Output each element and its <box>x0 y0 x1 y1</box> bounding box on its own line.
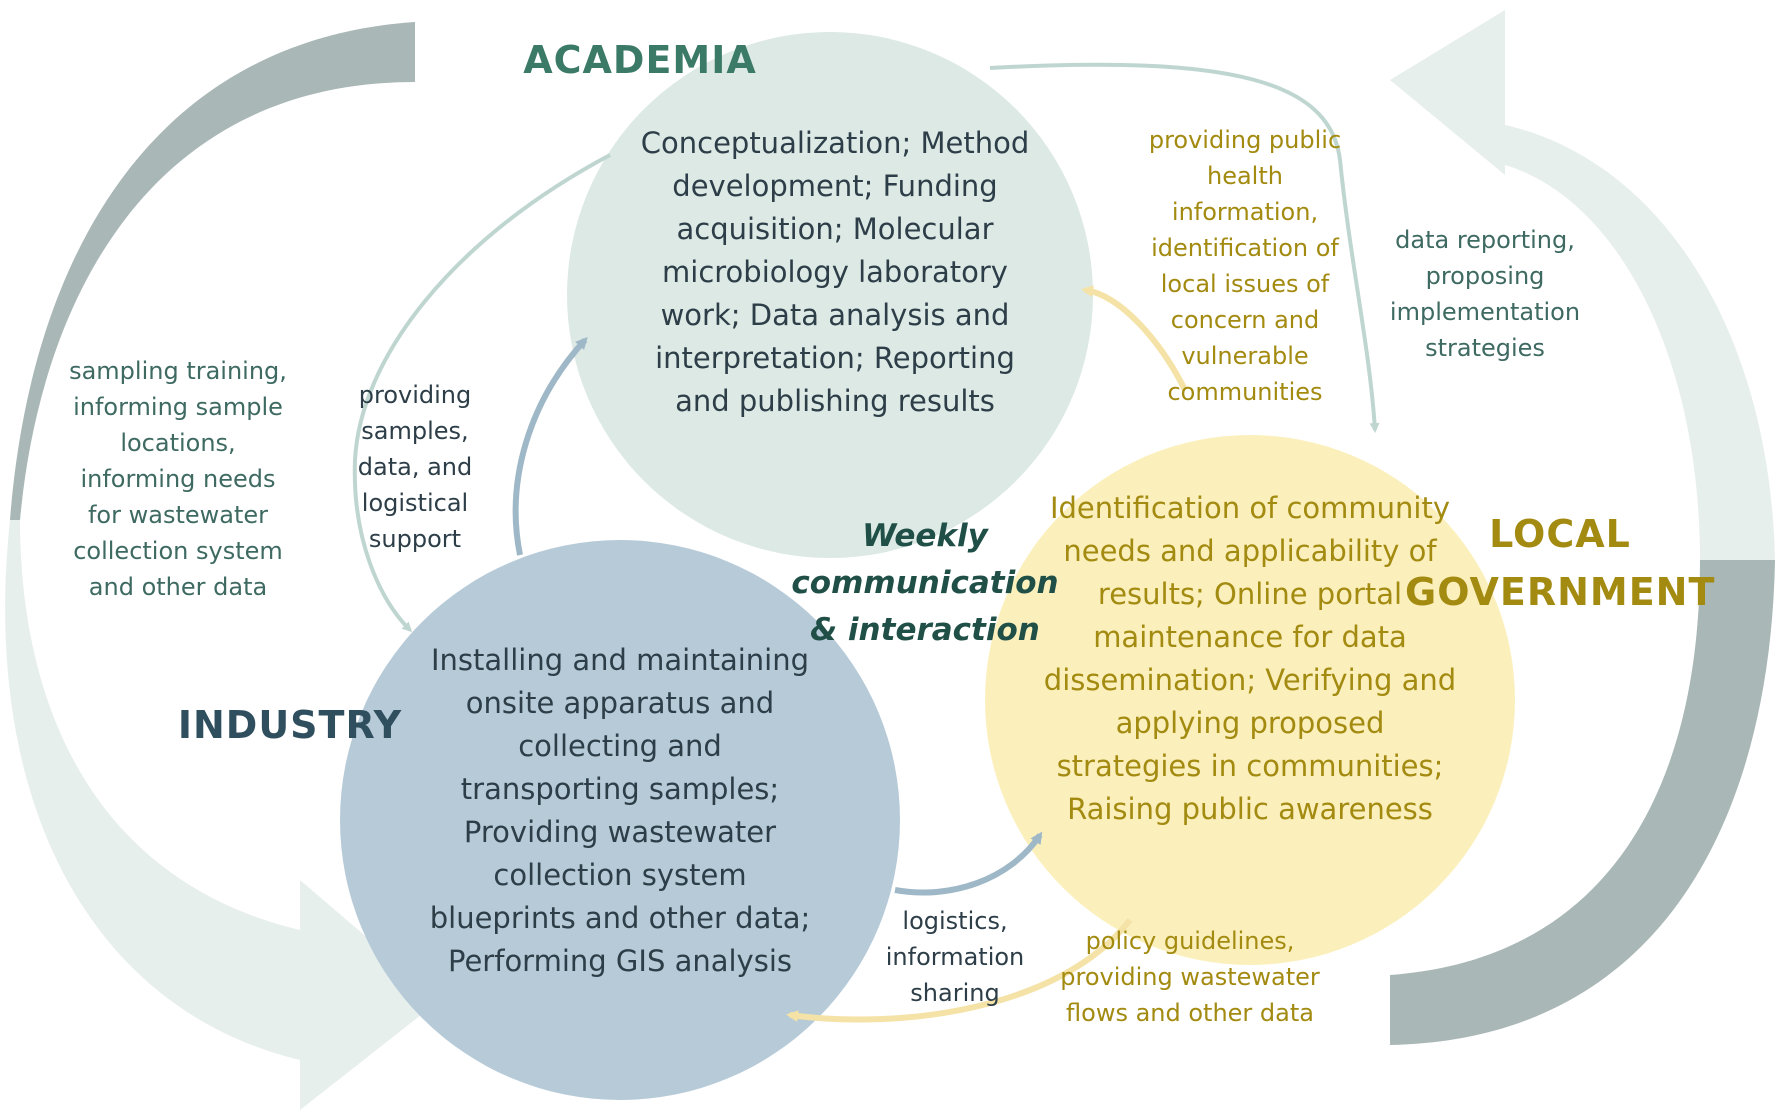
industry-to-government-label: logistics, information sharing <box>885 907 1025 1007</box>
government-to-academia-label: providing public health information, identification of local issues of concern and vulnerable communities <box>1148 126 1342 406</box>
government-heading-line1: LOCAL <box>1489 512 1631 556</box>
industry-to-academia-arrow <box>516 340 585 555</box>
industry-roles: Installing and maintaining onsite apparatus and collecting and transporting samples; Providing wastewater collection system blueprints and other data; Performing GIS analysis <box>429 643 811 978</box>
industry-to-academia-label: providing samples, data, and logistical support <box>357 381 473 553</box>
industry-to-government-arrow <box>895 835 1040 893</box>
government-to-industry-label: policy guidelines, providing wastewater flows and other data <box>1060 927 1320 1027</box>
government-heading-line2: GOVERNMENT <box>1405 570 1716 614</box>
academia-to-industry-label: sampling training, informing sample locations, informing needs for wastewater collection system and other data <box>69 357 287 601</box>
government-roles: Identification of community needs and applicability of results; Online portal maintenance for data dissemination; Verifying and applying proposed strategies in communities; Raising public awareness <box>1043 491 1457 826</box>
academia-roles: Conceptualization; Method development; Funding acquisition; Molecular microbiology laboratory work; Data analysis and interpretation; Reporting and publishing results <box>640 126 1030 418</box>
academia-to-government-label: data reporting, proposing implementation strategies <box>1389 226 1581 362</box>
industry-heading: INDUSTRY <box>177 703 403 747</box>
center-communication-text: Weekly communication & interaction <box>791 518 1059 648</box>
academia-heading: ACADEMIA <box>523 38 757 82</box>
